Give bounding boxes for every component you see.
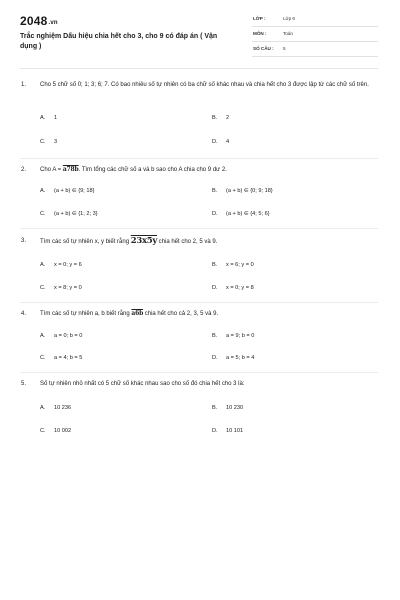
logo-text: 2048 (20, 14, 48, 28)
option-text[interactable]: (a + b) ∈ {1; 2; 3} (54, 211, 98, 217)
meta-row-subject (252, 29, 378, 42)
meta-row-class (252, 14, 378, 27)
math-expression: 23x5y (130, 236, 157, 246)
option-letter[interactable]: C. (40, 139, 46, 145)
option-letter[interactable]: B. (212, 333, 218, 339)
meta-label: SỐ CÂU : (253, 46, 274, 51)
math-expression: a78b (62, 166, 79, 173)
question-number: 1. (21, 82, 27, 88)
option-letter[interactable]: B. (212, 405, 218, 411)
question-text: Cho 5 chữ số 0; 1; 3; 6; 7. Có bao nhiêu số tự nhiên có ba chữ số khác nhau và chia hết cho 3 được lập từ các chữ số trên. (40, 82, 369, 88)
option-letter[interactable]: A. (40, 405, 46, 411)
meta-row-count (252, 44, 378, 57)
option-text[interactable]: a = 5; b = 4 (226, 355, 255, 361)
option-letter[interactable]: A. (40, 333, 46, 339)
option-text[interactable]: 10 002 (54, 428, 72, 434)
meta-value: Toán (283, 31, 293, 36)
option-text[interactable]: 1 (54, 115, 58, 121)
option-text[interactable]: 10 236 (54, 405, 72, 411)
option-text[interactable]: a = 9; b = 0 (226, 333, 255, 339)
question-number: 4. (21, 311, 27, 317)
question-text (40, 309, 378, 319)
question-text (40, 165, 378, 175)
option-text[interactable]: 4 (226, 139, 230, 145)
option-text[interactable]: a = 0; b = 0 (54, 333, 83, 339)
option-letter[interactable]: C. (40, 285, 46, 291)
header-divider (20, 68, 378, 69)
question-text-after: chia hết cho cả 2, 3, 5 và 9. (143, 311, 219, 317)
question-text-before: Cho A = (40, 167, 63, 173)
logo-suffix: .vn (48, 20, 58, 26)
option-letter[interactable]: C. (40, 355, 46, 361)
question-text (40, 236, 378, 247)
option-letter[interactable]: A. (40, 188, 46, 194)
question-divider (20, 228, 378, 229)
question-number: 5. (21, 381, 27, 387)
option-letter[interactable]: D. (212, 285, 218, 291)
option-text[interactable]: 10 230 (226, 405, 244, 411)
question-text-before: Tìm các số tự nhiên x, y biết rằng (40, 239, 131, 245)
option-text[interactable]: x = 0; y = 6 (54, 262, 82, 268)
question-text-after: . Tìm tổng các chữ số a và b sao cho A chia cho 9 dư 2. (78, 167, 227, 173)
question-divider (20, 302, 378, 303)
question-text-before: Tìm các số tự nhiên a, b biết rằng (40, 311, 132, 317)
option-text[interactable]: x = 0; y = 8 (226, 285, 254, 291)
option-letter[interactable]: B. (212, 188, 218, 194)
meta-label: MÔN : (253, 31, 267, 36)
math-expression: a6b (131, 310, 144, 317)
option-letter[interactable]: B. (212, 262, 218, 268)
option-letter[interactable]: B. (212, 115, 218, 121)
meta-label: LỚP : (253, 16, 266, 21)
option-letter[interactable]: D. (212, 355, 218, 361)
option-letter[interactable]: A. (40, 115, 46, 121)
meta-value: 5 (283, 46, 286, 51)
option-text[interactable]: (a + b) ∈ {0; 9; 18} (226, 188, 273, 194)
option-letter[interactable]: C. (40, 428, 46, 434)
question-text: Số tự nhiên nhỏ nhất có 5 chữ số khác nhau sao cho số đó chia hết cho 3 là: (40, 381, 245, 387)
option-text[interactable]: (a + b) ∈ {9; 18} (54, 188, 95, 194)
option-letter[interactable]: D. (212, 428, 218, 434)
option-letter[interactable]: C. (40, 211, 46, 217)
question-divider (20, 372, 378, 373)
option-text[interactable]: x = 6; y = 0 (226, 262, 254, 268)
option-text[interactable]: a = 4; b = 5 (54, 355, 83, 361)
option-text[interactable]: (a + b) ∈ {4; 5; 6} (226, 211, 270, 217)
option-text[interactable]: 2 (226, 115, 230, 121)
option-letter[interactable]: D. (212, 211, 218, 217)
question-number: 2. (21, 167, 27, 173)
question-divider (20, 158, 378, 159)
page-title: Trắc nghiệm Dấu hiệu chia hết cho 3, cho 9 có đáp án ( Vận dụng ) (20, 33, 218, 50)
meta-value: Lớp 6 (283, 16, 295, 21)
site-logo[interactable] (20, 14, 58, 28)
question-text-after: chia hết cho 2, 5 và 9. (156, 239, 218, 245)
option-text[interactable]: 10 101 (226, 428, 244, 434)
option-letter[interactable]: A. (40, 262, 46, 268)
option-text[interactable]: 3 (54, 139, 58, 145)
option-letter[interactable]: D. (212, 139, 218, 145)
option-text[interactable]: x = 8; y = 0 (54, 285, 82, 291)
question-number: 3. (21, 238, 27, 244)
